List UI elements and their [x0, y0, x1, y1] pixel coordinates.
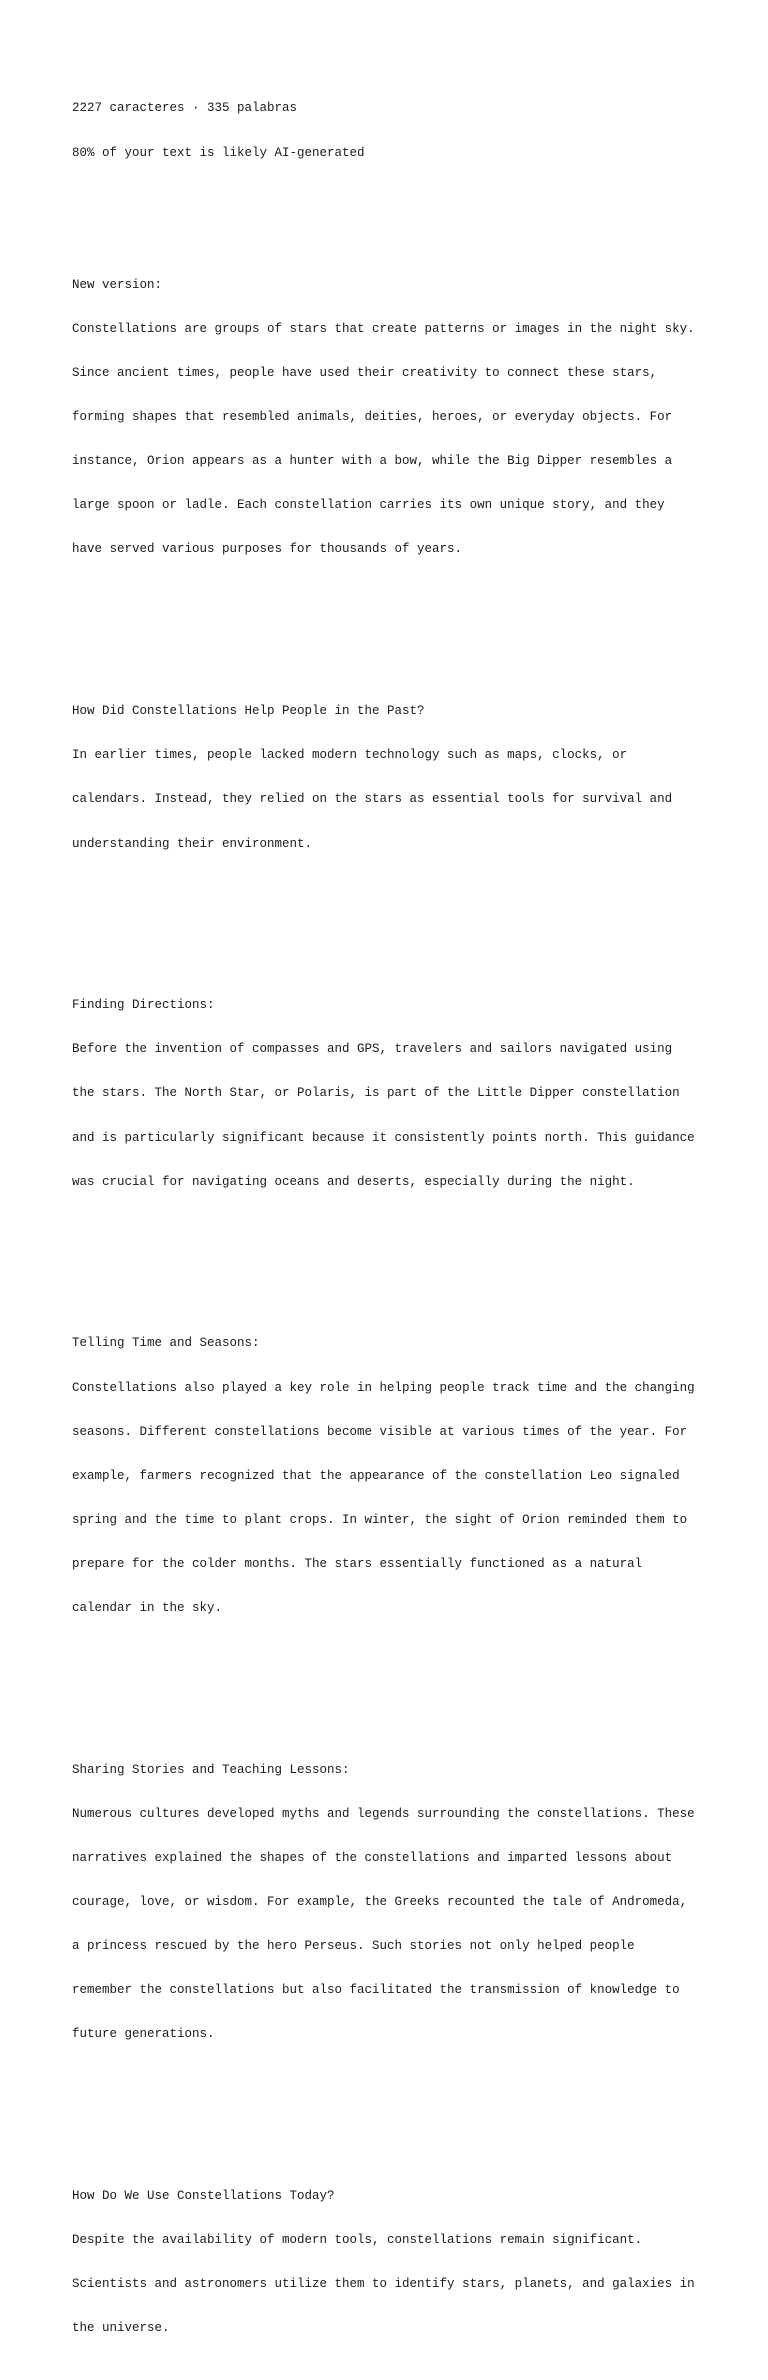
- text-line: spring and the time to plant crops. In winter, the sight of Orion reminded them to: [72, 1512, 688, 1527]
- spacer: [72, 2101, 712, 2116]
- spacer: [72, 910, 712, 925]
- text-line: In earlier times, people lacked modern technology such as maps, clocks, or: [72, 748, 628, 763]
- text-line: was crucial for navigating oceans and deserts, especially during the night.: [72, 1174, 635, 1189]
- text-line: Constellations are groups of stars that create patterns or images in the night sky.: [72, 321, 695, 336]
- ai-detection-notice: 80% of your text is likely AI-generated: [72, 145, 365, 160]
- text-line: calendars. Instead, they relied on the stars as essential tools for survival and: [72, 792, 673, 807]
- section-heading: Finding Directions:: [72, 998, 215, 1013]
- spacer: [72, 1248, 712, 1263]
- section-heading: How Did Constellations Help People in the Past?: [72, 704, 425, 719]
- document-page: [72, 72, 712, 2380]
- section-today: [72, 2160, 712, 2366]
- spacer: [72, 190, 712, 205]
- section-heading: Telling Time and Seasons:: [72, 1336, 260, 1351]
- section-intro: [72, 248, 712, 586]
- text-line: Since ancient times, people have used their creativity to connect these stars,: [72, 366, 658, 381]
- spacer: [72, 616, 712, 631]
- section-heading: How Do We Use Constellations Today?: [72, 2189, 335, 2204]
- section-stories: [72, 1733, 712, 2071]
- text-line: Before the invention of compasses and GPS, travelers and sailors navigated using: [72, 1042, 673, 1057]
- text-line: instance, Orion appears as a hunter with a bow, while the Big Dipper resembles a: [72, 454, 673, 469]
- section-heading: New version:: [72, 277, 163, 292]
- section-heading: Sharing Stories and Teaching Lessons:: [72, 1762, 350, 1777]
- character-word-count: 2227 caracteres · 335 palabras: [72, 101, 298, 116]
- text-line: example, farmers recognized that the appearance of the constellation Leo signaled: [72, 1468, 680, 1483]
- text-line: Numerous cultures developed myths and legends surrounding the constellations. These: [72, 1806, 695, 1821]
- text-line: forming shapes that resembled animals, deities, heroes, or everyday objects. For: [72, 410, 673, 425]
- text-line: Constellations also played a key role in helping people track time and the changing: [72, 1380, 695, 1395]
- text-line: future generations.: [72, 2027, 215, 2042]
- text-line: Scientists and astronomers utilize them to identify stars, planets, and galaxies in: [72, 2277, 695, 2292]
- text-line: have served various purposes for thousands of years.: [72, 542, 463, 557]
- text-line: Despite the availability of modern tools, constellations remain significant.: [72, 2233, 643, 2248]
- spacer: [72, 1675, 712, 1690]
- text-line: the universe.: [72, 2321, 170, 2336]
- text-line: seasons. Different constellations become visible at various times of the year. For: [72, 1424, 688, 1439]
- section-directions: [72, 969, 712, 1219]
- text-line: remember the constellations but also facilitated the transmission of knowledge to: [72, 1983, 680, 1998]
- text-line: understanding their environment.: [72, 836, 313, 851]
- text-line: a princess rescued by the hero Perseus. Such stories not only helped people: [72, 1939, 635, 1954]
- text-line: the stars. The North Star, or Polaris, is part of the Little Dipper constellation: [72, 1086, 680, 1101]
- text-line: narratives explained the shapes of the constellations and imparted lessons about: [72, 1851, 673, 1865]
- text-line: courage, love, or wisdom. For example, the Greeks recounted the tale of Andromeda,: [72, 1895, 688, 1910]
- text-line: and is particularly significant because it consistently points north. This guidance: [72, 1130, 695, 1145]
- text-line: prepare for the colder months. The stars essentially functioned as a natural: [72, 1556, 643, 1571]
- text-line: calendar in the sky.: [72, 1601, 223, 1616]
- text-line: large spoon or ladle. Each constellation carries its own unique story, and they: [72, 498, 665, 513]
- section-past: [72, 675, 712, 881]
- section-seasons: [72, 1307, 712, 1645]
